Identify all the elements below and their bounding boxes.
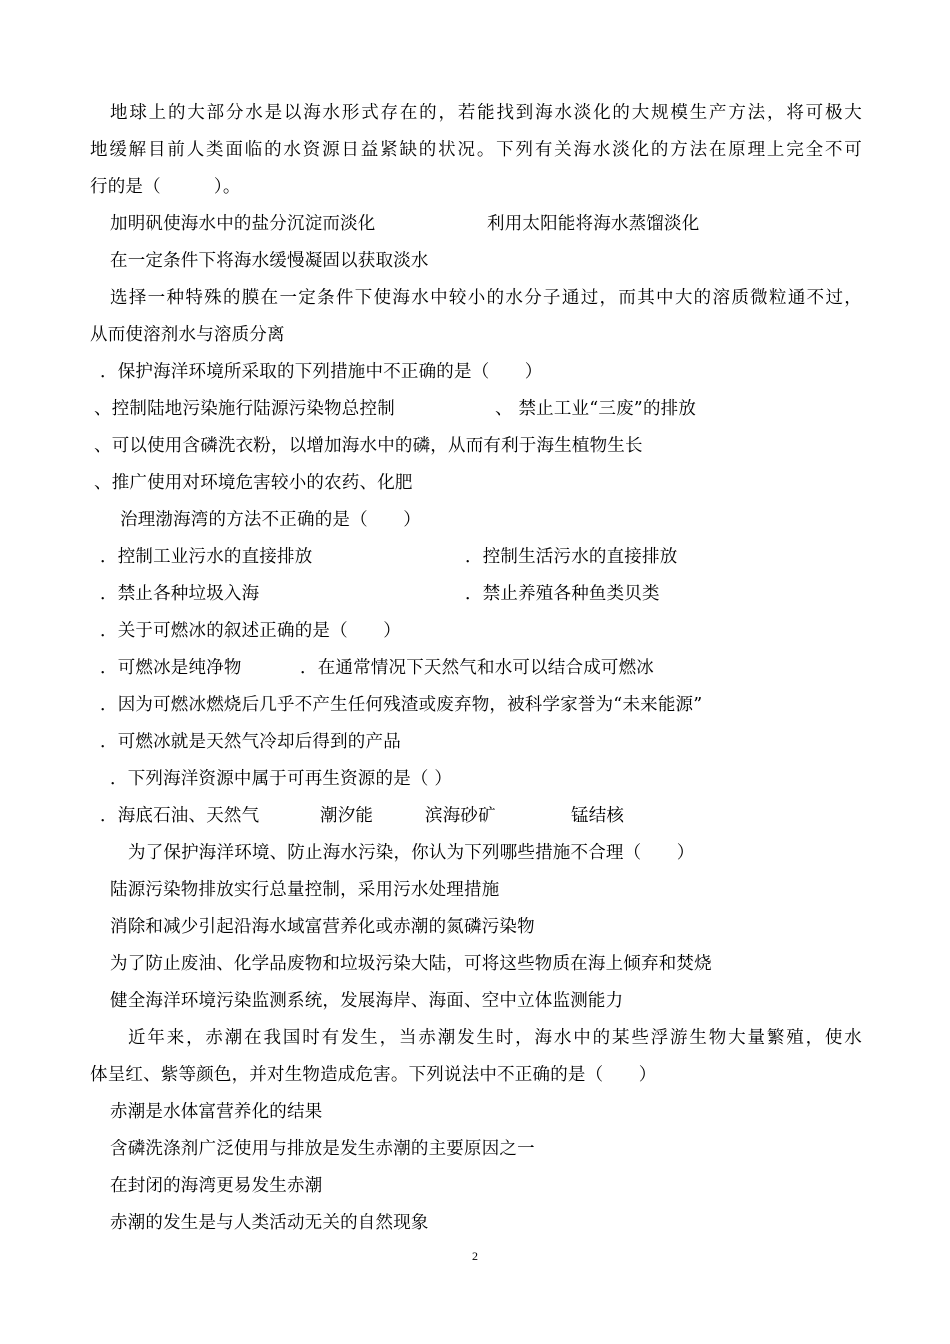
option-three-wastes: 、 禁止工业“三废”的排放	[495, 399, 697, 419]
question-desalination-stem-line1: 地球上的大部分水是以海水形式存在的，若能找到海水淡化的大规模生产方法，将可极大	[110, 103, 862, 123]
option-natural-phenomenon: 赤潮的发生是与人类活动无关的自然现象	[110, 1213, 429, 1233]
question-marine-protection: ．保护海洋环境所采取的下列措施中不正确的是（ ）	[100, 362, 543, 382]
question-desalination-stem-line2: 地缓解目前人类面临的水资源日益紧缺的状况。下列有关海水淡化的方法在原理上完全不可	[90, 140, 862, 160]
option-industrial-sewage: ．控制工业污水的直接排放	[100, 547, 313, 567]
option-manganese-nodules: 锰结核	[571, 806, 625, 826]
option-phosphate-detergent: 、可以使用含磷洗衣粉，以增加海水中的磷，从而有利于海生植物生长	[94, 436, 643, 456]
option-monitoring-system: 健全海洋环境污染监测系统，发展海岸、海面、空中立体监测能力	[110, 991, 624, 1011]
option-membrane-line2: 从而使溶剂水与溶质分离	[90, 325, 285, 345]
option-domestic-sewage: ．控制生活污水的直接排放	[465, 547, 678, 567]
option-ocean-dumping: 为了防止废油、化学品废物和垃圾污染大陆，可将这些物质在海上倾弃和焚烧	[110, 954, 712, 974]
option-solar-distill: 利用太阳能将海水蒸馏淡化	[487, 214, 700, 234]
option-future-energy: ．因为可燃冰燃烧后几乎不产生任何残渣或废弃物，被科学家誉为“未来能源”	[100, 695, 703, 715]
question-bohai-bay: 治理渤海湾的方法不正确的是（ ）	[120, 510, 421, 530]
option-pesticides: 、推广使用对环境危害较小的农药、化肥	[94, 473, 413, 493]
option-membrane-line1: 选择一种特殊的膜在一定条件下使海水中较小的水分子通过，而其中大的溶质微粒通不过，	[110, 288, 862, 308]
option-eutrophication: 赤潮是水体富营养化的结果	[110, 1102, 323, 1122]
option-total-control: 陆源污染物排放实行总量控制，采用污水处理措施	[110, 880, 500, 900]
option-land-pollution: 、控制陆地污染施行陆源污染物总控制	[94, 399, 395, 419]
option-gas-water-combine: ．在通常情况下天然气和水可以结合成可燃冰	[300, 658, 654, 678]
option-freeze: 在一定条件下将海水缓慢凝固以获取淡水	[110, 251, 429, 271]
option-cooled-gas: ．可燃冰就是天然气冷却后得到的产品	[100, 732, 401, 752]
option-phosphate-cause: 含磷洗涤剂广泛使用与排放是发生赤潮的主要原因之一	[110, 1139, 535, 1159]
option-closed-bay: 在封闭的海湾更易发生赤潮	[110, 1176, 323, 1196]
option-pure-substance: ．可燃冰是纯净物	[100, 658, 242, 678]
option-sea-sand: 滨海砂矿	[425, 806, 496, 826]
option-tidal-energy: 潮汐能	[320, 806, 374, 826]
option-nitrogen-phosphorus: 消除和减少引起沿海水域富营养化或赤潮的氮磷污染物	[110, 917, 535, 937]
page-number: 2	[472, 1249, 478, 1263]
option-alum: 加明矾使海水中的盐分沉淀而淡化	[110, 214, 376, 234]
option-oil-gas: ．海底石油、天然气	[100, 806, 260, 826]
question-red-tide-line2: 体呈红、紫等颜色，并对生物造成危害。下列说法中不正确的是（ ）	[90, 1065, 657, 1085]
question-red-tide-line1: 近年来，赤潮在我国时有发生，当赤潮发生时，海水中的某些浮游生物大量繁殖，使水	[128, 1028, 862, 1048]
question-renewable-resources: ．下列海洋资源中属于可再生资源的是（ ）	[110, 769, 453, 789]
question-desalination-stem-line3: 行的是（ ）。	[90, 177, 241, 197]
question-combustible-ice: ．关于可燃冰的叙述正确的是（ ）	[100, 621, 401, 641]
option-aquaculture: ．禁止养殖各种鱼类贝类	[465, 584, 660, 604]
option-garbage: ．禁止各种垃圾入海	[100, 584, 260, 604]
question-unreasonable-measures: 为了保护海洋环境、防止海水污染，你认为下列哪些措施不合理（ ）	[128, 843, 695, 863]
